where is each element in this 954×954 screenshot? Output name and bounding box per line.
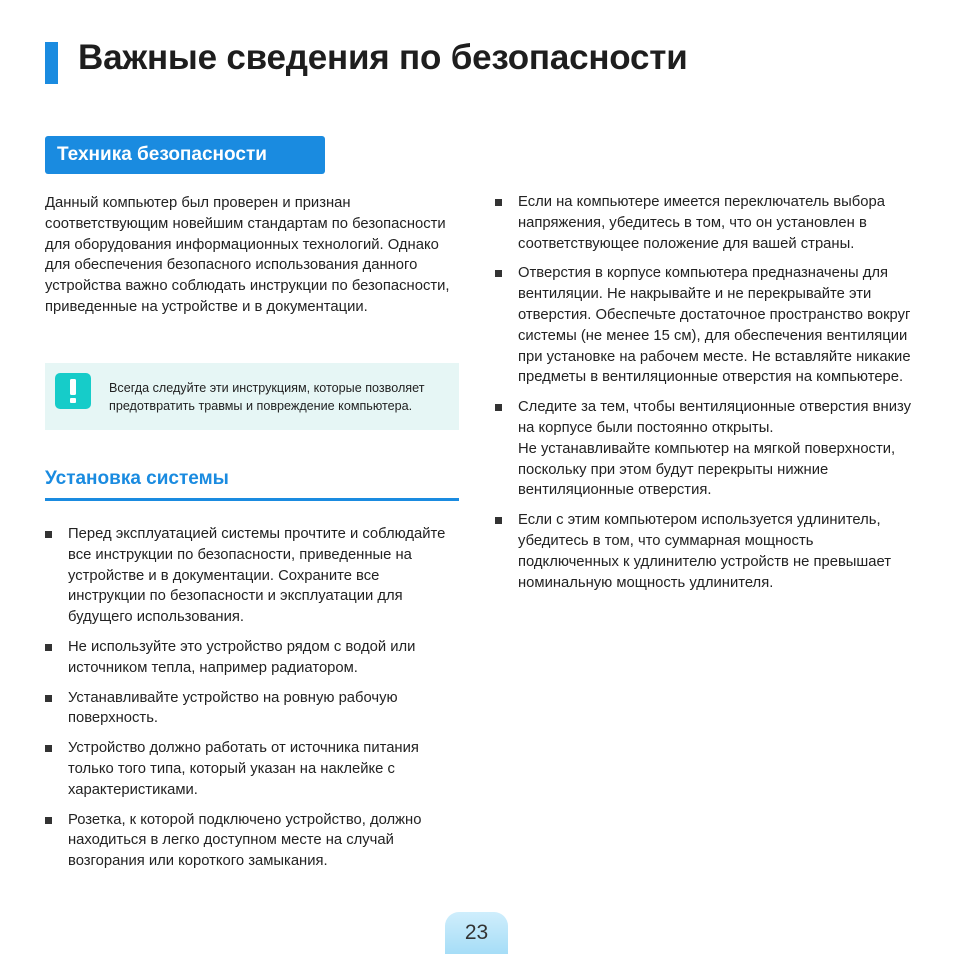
list-item <box>45 688 460 730</box>
section-heading-badge: Техника безопасности <box>45 136 325 174</box>
list-item <box>495 263 915 388</box>
list-item <box>45 810 460 872</box>
bullet-icon <box>45 695 52 702</box>
installation-list <box>45 524 460 881</box>
page-number: 23 <box>445 912 508 954</box>
bullet-icon <box>45 817 52 824</box>
list-item-text: Отверстия в корпусе компьютера предназначены для вентиляции. Не накрывайте и не перекрывайте эти отверстия. Обеспечьте достаточное пространство вокруг системы (не менее 15 см), для обеспечения вентиляции при установке на рабочем месте. Не вставляйте никакие предметы в вентиляционные отверстия на компьютере. <box>518 265 911 386</box>
bullet-icon <box>45 745 52 752</box>
installation-heading: Установка системы <box>45 468 229 489</box>
bullet-icon <box>495 270 502 277</box>
list-item-text: Устройство должно работать от источника питания только того типа, который указан на наклейке с характеристиками. <box>68 740 419 798</box>
bullet-icon <box>495 517 502 524</box>
page-title: Важные сведения по безопасности <box>78 38 688 77</box>
title-accent-bar <box>45 42 58 84</box>
caution-note-text: Всегда следуйте эти инструкциям, которые позволяет предотвратить травмы и повреждение компьютера. <box>109 381 425 413</box>
list-item <box>495 397 915 501</box>
caution-note <box>45 363 459 430</box>
safety-list-right <box>495 192 915 602</box>
bullet-icon <box>45 644 52 651</box>
intro-paragraph: Данный компьютер был проверен и признан соответствующим новейшим стандартам по безопасности для оборудования информационных технологий. Однако для обеспечения безопасного использования данного устройства важно соблюдать инструкции по безопасности, приведенные на устройстве и в документации. <box>45 195 450 315</box>
bullet-icon <box>495 404 502 411</box>
list-item-text: Если на компьютере имеется переключатель выбора напряжения, убедитесь в том, что он установлен в соответствующее положение для вашей страны. <box>518 194 885 252</box>
heading-divider <box>45 498 459 501</box>
list-item <box>45 524 460 628</box>
bullet-icon <box>495 199 502 206</box>
list-item-text: Не используйте это устройство рядом с водой или источником тепла, например радиатором. <box>68 638 416 676</box>
list-item <box>495 192 915 254</box>
list-item <box>45 738 460 800</box>
list-item-text: Перед эксплуатацией системы прочтите и соблюдайте все инструкции по безопасности, приведенные на устройстве и в документации. Сохраните все инструкции по безопасности и эксплуатации для будущего использования. <box>68 526 446 626</box>
list-item <box>495 510 915 593</box>
list-item-text: Розетка, к которой подключено устройство, должно находиться в легко доступном месте на случай возгорания или короткого замыкания. <box>68 811 422 870</box>
bullet-icon <box>45 531 52 538</box>
list-item-text: Следите за тем, чтобы вентиляционные отверстия внизу на корпусе были постоянно открыты. Не устанавливайте компьютер на мягкой поверхности, поскольку при этом будут перекрыты нижние вентиляционные отверстия. <box>518 399 911 499</box>
list-item-text: Если с этим компьютером используется удлинитель, убедитесь в том, что суммарная мощность подключенных к удлинителю устройств не превышает номинальную мощность удлинителя. <box>518 512 892 591</box>
list-item <box>45 637 460 679</box>
exclamation-icon <box>55 373 91 409</box>
list-item-text: Устанавливайте устройство на ровную рабочую поверхность. <box>68 689 398 727</box>
